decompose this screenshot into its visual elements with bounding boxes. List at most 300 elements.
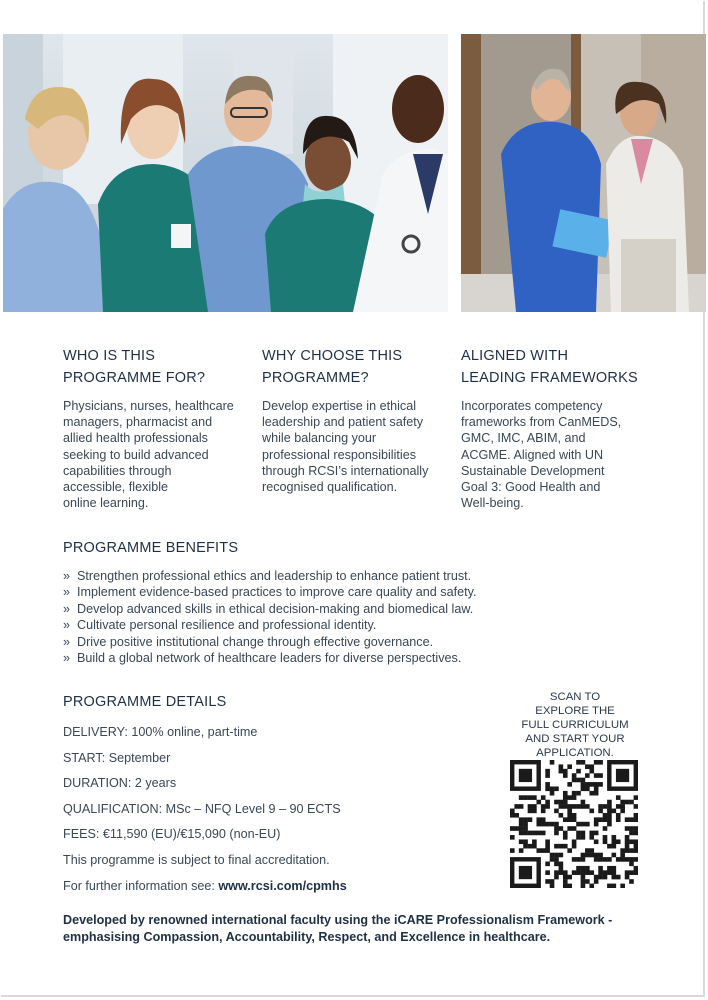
benefit-text: Develop advanced skills in ethical decision-making and biomedical law. bbox=[77, 601, 474, 616]
list-item bbox=[63, 601, 663, 617]
qr-module bbox=[620, 848, 625, 853]
qr-module bbox=[559, 764, 564, 769]
qr-module bbox=[576, 778, 581, 783]
qr-module bbox=[607, 817, 612, 822]
qr-module bbox=[536, 817, 541, 822]
qr-module bbox=[594, 831, 599, 836]
qr-module bbox=[567, 782, 572, 787]
qr-module bbox=[519, 804, 524, 809]
qr-module bbox=[598, 875, 603, 880]
qr-module bbox=[607, 857, 612, 862]
footer-statement bbox=[63, 912, 653, 946]
qr-module bbox=[510, 826, 515, 831]
qr-module bbox=[576, 831, 581, 836]
qr-module bbox=[607, 822, 612, 827]
qr-module bbox=[598, 760, 603, 765]
qr-module bbox=[510, 813, 515, 818]
qr-module bbox=[603, 875, 608, 880]
qr-module bbox=[576, 760, 581, 765]
column-why-choose bbox=[262, 345, 447, 495]
footer-part-5: in healthcare. bbox=[465, 930, 551, 944]
heading-line-1: ALIGNED WITH bbox=[461, 348, 569, 364]
qr-module bbox=[625, 826, 630, 831]
qr-module bbox=[629, 800, 634, 805]
qr-module bbox=[563, 800, 568, 805]
qr-module bbox=[567, 817, 572, 822]
benefit-text: Strengthen professional ethics and leadership to enhance patient trust. bbox=[77, 569, 472, 583]
list-item bbox=[63, 634, 663, 650]
qr-module bbox=[554, 844, 559, 849]
qr-module bbox=[589, 870, 594, 875]
qr-module bbox=[581, 786, 586, 791]
qr-module bbox=[559, 800, 564, 805]
qr-module bbox=[603, 839, 608, 844]
qr-module bbox=[634, 817, 638, 822]
qr-module bbox=[550, 884, 555, 888]
qr-module bbox=[598, 782, 603, 787]
heading-line-2: PROGRAMME FOR? bbox=[63, 370, 206, 386]
qr-module bbox=[629, 862, 634, 867]
qr-module bbox=[567, 795, 572, 800]
qr-module bbox=[510, 835, 515, 840]
qr-module bbox=[634, 826, 638, 831]
qr-module bbox=[581, 782, 586, 787]
benefits-list bbox=[63, 568, 663, 666]
qr-module bbox=[572, 791, 577, 796]
qr-module bbox=[563, 884, 568, 888]
qr-module bbox=[550, 857, 555, 862]
list-item bbox=[63, 584, 663, 600]
qr-module bbox=[585, 782, 590, 787]
qr-module bbox=[612, 844, 617, 849]
info-prefix: For further information see: bbox=[63, 878, 219, 893]
qr-module bbox=[559, 804, 564, 809]
qr-module bbox=[612, 809, 617, 814]
qr-module bbox=[567, 875, 572, 880]
benefit-text: Drive positive institutional change through effective governance. bbox=[77, 634, 434, 649]
qr-module bbox=[559, 813, 564, 818]
qr-module bbox=[567, 764, 572, 769]
qr-module bbox=[629, 817, 634, 822]
qr-module bbox=[572, 804, 577, 809]
qr-module bbox=[523, 839, 528, 844]
qr-module bbox=[532, 795, 537, 800]
qr-module bbox=[594, 853, 599, 858]
qr-module bbox=[545, 769, 550, 774]
qr-module bbox=[554, 786, 559, 791]
qr-module bbox=[616, 857, 621, 862]
qr-module bbox=[585, 786, 590, 791]
qr-module bbox=[523, 817, 528, 822]
qr-module bbox=[563, 817, 568, 822]
qr-module bbox=[607, 800, 612, 805]
qr-module bbox=[550, 791, 555, 796]
detail-qualification: QUALIFICATION: MSc – NFQ Level 9 – 90 ECTS bbox=[63, 801, 341, 816]
qr-module bbox=[620, 857, 625, 862]
qr-module bbox=[607, 813, 612, 818]
qr-module bbox=[607, 804, 612, 809]
qr-module bbox=[576, 870, 581, 875]
qr-module bbox=[594, 822, 599, 827]
qr-module bbox=[625, 844, 630, 849]
qr-module bbox=[589, 884, 594, 888]
qr-module bbox=[634, 848, 638, 853]
detail-delivery: DELIVERY: 100% online, part-time bbox=[63, 725, 258, 739]
detail-accreditation: This programme is subject to final accreditation. bbox=[63, 852, 330, 867]
qr-module bbox=[625, 817, 630, 822]
qr-module bbox=[589, 853, 594, 858]
qr-module bbox=[563, 769, 568, 774]
qr-module bbox=[519, 848, 524, 853]
qr-module bbox=[545, 848, 550, 853]
qr-module bbox=[634, 866, 638, 871]
qr-module bbox=[585, 879, 590, 884]
qr-module bbox=[519, 826, 524, 831]
qr-module bbox=[594, 857, 599, 862]
qr-module bbox=[603, 870, 608, 875]
qr-module bbox=[594, 773, 599, 778]
heading-line-2: PROGRAMME? bbox=[262, 370, 369, 386]
qr-module bbox=[629, 831, 634, 836]
detail-further-info bbox=[63, 874, 483, 900]
heading-line-2: LEADING FRAMEWORKS bbox=[461, 370, 638, 386]
qr-module bbox=[612, 866, 617, 871]
qr-module bbox=[612, 835, 617, 840]
bullet-glyph: » bbox=[63, 634, 71, 649]
qr-module bbox=[554, 809, 559, 814]
qr-module bbox=[612, 884, 617, 888]
programme-details bbox=[63, 692, 483, 899]
bullet-glyph: » bbox=[63, 569, 71, 583]
qr-module bbox=[532, 831, 537, 836]
qr-module bbox=[594, 782, 599, 787]
qr-module bbox=[567, 826, 572, 831]
qr-finder bbox=[616, 769, 629, 782]
qr-module bbox=[625, 875, 630, 880]
qr-module bbox=[634, 795, 638, 800]
qr-caption: SCAN TO EXPLORE THE FULL CURRICULUM AND START YOUR APPLICATION. bbox=[521, 691, 629, 759]
qr-module bbox=[567, 809, 572, 814]
qr-module bbox=[598, 853, 603, 858]
qr-module bbox=[629, 839, 634, 844]
qr-module bbox=[563, 844, 568, 849]
qr-module bbox=[559, 853, 564, 858]
list-item bbox=[63, 617, 663, 633]
qr-module bbox=[532, 809, 537, 814]
qr-module bbox=[528, 817, 533, 822]
qr-module bbox=[625, 848, 630, 853]
qr-module bbox=[598, 866, 603, 871]
qr-module bbox=[589, 831, 594, 836]
qr-module bbox=[519, 817, 524, 822]
column-body-aligned: Incorporates competency frameworks from CanMEDS, GMC, IMC, ABIM, and ACGME. Aligned with UN Sustainable Development Goal 3: Good Health and Well-being. bbox=[461, 399, 622, 511]
qr-module bbox=[536, 800, 541, 805]
qr-module bbox=[550, 853, 555, 858]
bullet-glyph: » bbox=[63, 601, 71, 616]
qr-module bbox=[585, 822, 590, 827]
qr-module bbox=[572, 839, 577, 844]
qr-module bbox=[625, 800, 630, 805]
qr-module bbox=[514, 813, 519, 818]
qr-module bbox=[625, 870, 630, 875]
qr-module bbox=[519, 839, 524, 844]
qr-finder bbox=[519, 769, 532, 782]
qr-module bbox=[541, 822, 546, 827]
qr-module bbox=[620, 800, 625, 805]
qr-module bbox=[528, 809, 533, 814]
qr-module bbox=[594, 760, 599, 765]
qr-module bbox=[616, 804, 621, 809]
qr-module bbox=[541, 817, 546, 822]
list-item bbox=[63, 650, 663, 666]
qr-module bbox=[616, 875, 621, 880]
qr-module bbox=[563, 791, 568, 796]
qr-module bbox=[629, 870, 634, 875]
qr-module bbox=[589, 769, 594, 774]
qr-module bbox=[528, 831, 533, 836]
info-link[interactable]: www.rcsi.com/cpmhs bbox=[218, 878, 347, 893]
qr-module bbox=[532, 839, 537, 844]
qr-module bbox=[545, 773, 550, 778]
qr-module bbox=[625, 839, 630, 844]
qr-module bbox=[607, 844, 612, 849]
list-item bbox=[63, 568, 663, 584]
qr-module bbox=[532, 844, 537, 849]
qr-module bbox=[559, 826, 564, 831]
benefit-text: Cultivate personal resilience and professional identity. bbox=[77, 618, 377, 633]
column-body-why: Develop expertise in ethical leadership and patient safety while balancing your professional responsibilities through RCSI’s internationally recognised qualification. bbox=[262, 399, 429, 495]
qr-module bbox=[541, 848, 546, 853]
qr-module bbox=[559, 870, 564, 875]
qr-module bbox=[616, 813, 621, 818]
qr-module bbox=[607, 870, 612, 875]
footer-part-3: - emphasising bbox=[63, 913, 613, 944]
qr-module bbox=[541, 809, 546, 814]
qr-module bbox=[634, 870, 638, 875]
qr-module bbox=[545, 844, 550, 849]
qr-module bbox=[563, 831, 568, 836]
qr-module bbox=[598, 870, 603, 875]
qr-module bbox=[603, 857, 608, 862]
qr-module bbox=[603, 835, 608, 840]
qr-module bbox=[576, 804, 581, 809]
qr-module bbox=[585, 870, 590, 875]
qr-module bbox=[620, 804, 625, 809]
qr-module bbox=[576, 835, 581, 840]
qr-module bbox=[607, 884, 612, 888]
photo-doctor-and-manager bbox=[461, 34, 706, 312]
qr-module bbox=[629, 826, 634, 831]
qr-module bbox=[567, 884, 572, 888]
qr-module bbox=[581, 853, 586, 858]
column-heading-who bbox=[63, 345, 248, 389]
qr-module bbox=[554, 831, 559, 836]
qr-module bbox=[554, 857, 559, 862]
qr-module bbox=[519, 822, 524, 827]
heading-line-1: WHO IS THIS bbox=[63, 348, 156, 364]
qr-module bbox=[563, 804, 568, 809]
qr-module bbox=[541, 831, 546, 836]
qr-module bbox=[581, 857, 586, 862]
qr-module bbox=[559, 866, 564, 871]
qr-module bbox=[620, 853, 625, 858]
qr-module bbox=[581, 884, 586, 888]
benefit-text: Implement evidence-based practices to improve care quality and safety. bbox=[77, 585, 477, 600]
qr-module bbox=[603, 817, 608, 822]
qr-module bbox=[523, 826, 528, 831]
qr-module bbox=[545, 879, 550, 884]
qr-module bbox=[523, 795, 528, 800]
qr-module bbox=[545, 800, 550, 805]
qr-module bbox=[532, 804, 537, 809]
qr-module bbox=[572, 826, 577, 831]
qr-module bbox=[576, 857, 581, 862]
column-aligned-frameworks bbox=[461, 345, 646, 511]
qr-module bbox=[528, 804, 533, 809]
qr-module bbox=[634, 831, 638, 836]
qr-module bbox=[554, 826, 559, 831]
qr-module bbox=[598, 809, 603, 814]
qr-module bbox=[567, 813, 572, 818]
footer-values: Compassion, Accountability, Respect, and Excellence bbox=[143, 930, 466, 944]
qr-module bbox=[603, 813, 608, 818]
qr-module bbox=[585, 804, 590, 809]
qr-module bbox=[519, 795, 524, 800]
qr-module bbox=[563, 835, 568, 840]
qr-module bbox=[581, 760, 586, 765]
qr-module bbox=[585, 764, 590, 769]
qr-module bbox=[594, 875, 599, 880]
qr-module bbox=[550, 822, 555, 827]
detail-fees: FEES: €11,590 (EU)/€15,090 (non-EU) bbox=[63, 827, 281, 842]
qr-module bbox=[523, 844, 528, 849]
qr-module bbox=[510, 809, 515, 814]
qr-module bbox=[541, 804, 546, 809]
qr-code[interactable] bbox=[510, 760, 638, 888]
column-heading-why bbox=[262, 345, 447, 389]
qr-module bbox=[620, 884, 625, 888]
column-heading-aligned bbox=[461, 345, 646, 389]
qr-module bbox=[612, 870, 617, 875]
qr-module bbox=[554, 853, 559, 858]
qr-module bbox=[567, 848, 572, 853]
qr-module bbox=[536, 848, 541, 853]
qr-module bbox=[554, 875, 559, 880]
qr-module bbox=[572, 857, 577, 862]
bullet-glyph: » bbox=[63, 618, 71, 633]
qr-module bbox=[572, 773, 577, 778]
qr-module bbox=[581, 835, 586, 840]
qr-module bbox=[563, 870, 568, 875]
qr-module bbox=[634, 813, 638, 818]
qr-module bbox=[545, 862, 550, 867]
qr-module bbox=[581, 875, 586, 880]
qr-module bbox=[545, 782, 550, 787]
qr-module bbox=[576, 822, 581, 827]
qr-module bbox=[589, 791, 594, 796]
qr-module bbox=[545, 839, 550, 844]
qr-module bbox=[589, 782, 594, 787]
qr-module bbox=[528, 795, 533, 800]
qr-module bbox=[563, 879, 568, 884]
qr-module bbox=[550, 786, 555, 791]
column-who-is-this-for bbox=[63, 345, 248, 511]
footer-part-1: Developed by renowned international faculty using the bbox=[63, 913, 394, 927]
qr-module bbox=[612, 875, 617, 880]
qr-module bbox=[572, 778, 577, 783]
qr-module bbox=[523, 822, 528, 827]
qr-module bbox=[581, 822, 586, 827]
qr-module bbox=[594, 786, 599, 791]
qr-module bbox=[559, 862, 564, 867]
photo-doctor-and-manager-illustration bbox=[461, 34, 706, 312]
qr-module bbox=[563, 773, 568, 778]
qr-module bbox=[572, 844, 577, 849]
qr-module bbox=[545, 786, 550, 791]
detail-start: START: September bbox=[63, 750, 171, 765]
qr-module bbox=[629, 879, 634, 884]
qr-module bbox=[589, 848, 594, 853]
qr-module bbox=[629, 848, 634, 853]
qr-module bbox=[554, 862, 559, 867]
qr-module bbox=[536, 831, 541, 836]
qr-module bbox=[581, 804, 586, 809]
qr-module bbox=[634, 857, 638, 862]
qr-module bbox=[572, 817, 577, 822]
qr-module bbox=[554, 822, 559, 827]
qr-module bbox=[603, 804, 608, 809]
qr-module bbox=[559, 844, 564, 849]
bullet-glyph: » bbox=[63, 585, 71, 600]
qr-module bbox=[563, 795, 568, 800]
qr-module bbox=[603, 826, 608, 831]
qr-module bbox=[523, 831, 528, 836]
heading-line-1: WHY CHOOSE THIS bbox=[262, 348, 403, 364]
qr-module bbox=[581, 870, 586, 875]
qr-module bbox=[563, 875, 568, 880]
qr-module bbox=[576, 791, 581, 796]
qr-module bbox=[581, 866, 586, 871]
qr-module bbox=[598, 817, 603, 822]
qr-module bbox=[581, 778, 586, 783]
qr-module bbox=[536, 822, 541, 827]
qr-module bbox=[576, 769, 581, 774]
qr-module bbox=[550, 879, 555, 884]
qr-module bbox=[545, 804, 550, 809]
qr-module bbox=[528, 844, 533, 849]
qr-module bbox=[634, 804, 638, 809]
qr-module bbox=[594, 839, 599, 844]
qr-module bbox=[589, 809, 594, 814]
qr-module bbox=[598, 857, 603, 862]
qr-module bbox=[576, 866, 581, 871]
qr-module bbox=[612, 853, 617, 858]
qr-module bbox=[554, 870, 559, 875]
qr-module bbox=[567, 804, 572, 809]
qr-module bbox=[554, 800, 559, 805]
photo-healthcare-team bbox=[3, 34, 448, 312]
qr-module bbox=[607, 866, 612, 871]
qr-module bbox=[581, 879, 586, 884]
qr-finder bbox=[519, 866, 532, 879]
qr-module bbox=[572, 870, 577, 875]
qr-module bbox=[598, 804, 603, 809]
bullet-glyph: » bbox=[63, 651, 71, 666]
qr-module bbox=[629, 857, 634, 862]
programme-benefits bbox=[63, 538, 663, 666]
qr-module bbox=[572, 813, 577, 818]
qr-module bbox=[620, 809, 625, 814]
